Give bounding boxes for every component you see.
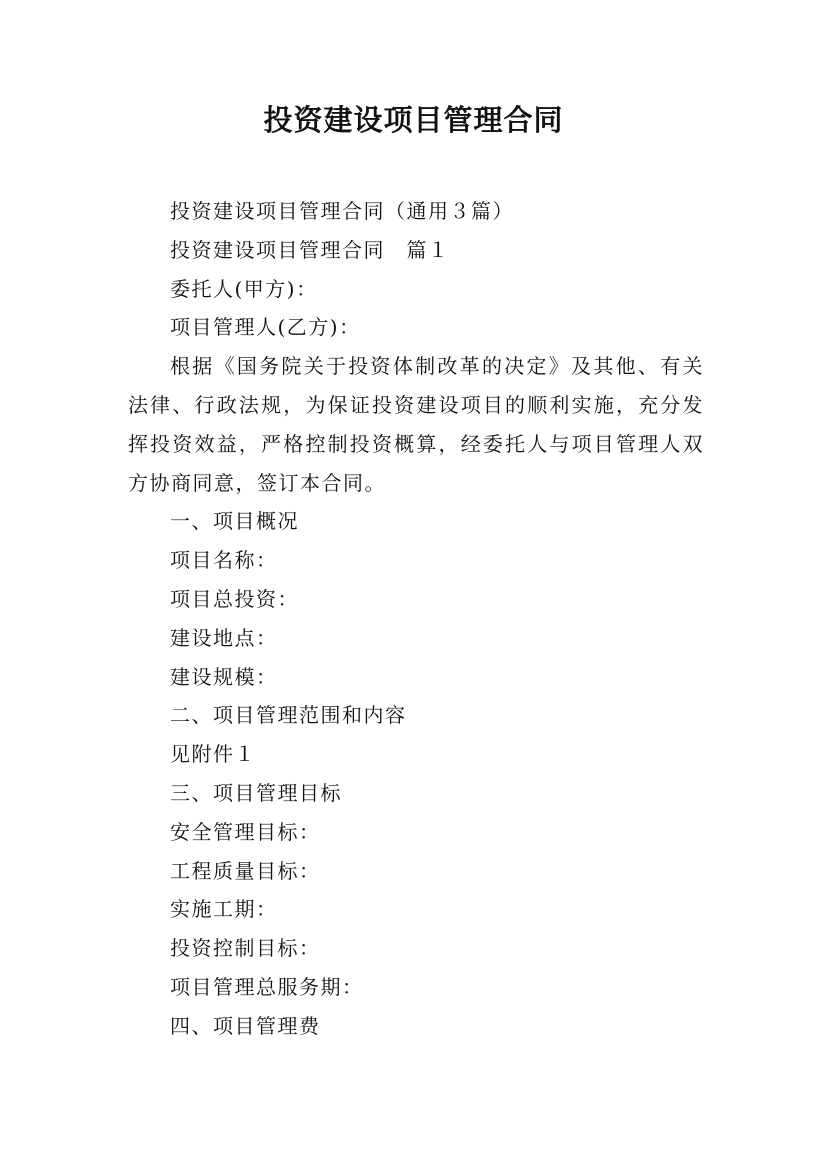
investment-control-target-field: 投资控制目标： — [170, 936, 321, 961]
service-period-field: 项目管理总服务期： — [170, 974, 364, 999]
construction-scale-field: 建设规模： — [170, 664, 278, 689]
project-total-investment-field: 项目总投资： — [170, 586, 299, 611]
quality-target-field: 工程质量目标： — [170, 858, 321, 883]
party-a-line: 委托人(甲方)： — [170, 276, 318, 301]
implementation-period-field: 实施工期： — [170, 897, 278, 922]
party-b-line: 项目管理人(乙方)： — [170, 315, 361, 340]
intro-paragraph: 根据《国务院关于投资体制改革的决定》及其他、有关法律、行政法规，为保证投资建设项目的顺利实施，充分发挥投资效益，严格控制投资概算，经委托人与项目管理人双方协商同意，签订本合同。 — [128, 354, 704, 495]
part-heading: 投资建设项目管理合同 篇１ — [170, 237, 450, 262]
section-4-heading: 四、项目管理费 — [170, 1013, 321, 1038]
document-body — [128, 192, 704, 1046]
section-3-heading: 三、项目管理目标 — [170, 780, 342, 805]
safety-target-field: 安全管理目标： — [170, 819, 321, 844]
attachment-reference: 见附件１ — [170, 742, 256, 767]
section-2-heading: 二、项目管理范围和内容 — [170, 703, 407, 728]
document-subtitle: 投资建设项目管理合同（通用３篇） — [170, 199, 514, 223]
construction-site-field: 建设地点： — [170, 625, 278, 650]
document-title: 投资建设项目管理合同 — [263, 103, 564, 137]
project-name-field: 项目名称： — [170, 548, 278, 573]
section-1-heading: 一、项目概况 — [170, 509, 299, 534]
